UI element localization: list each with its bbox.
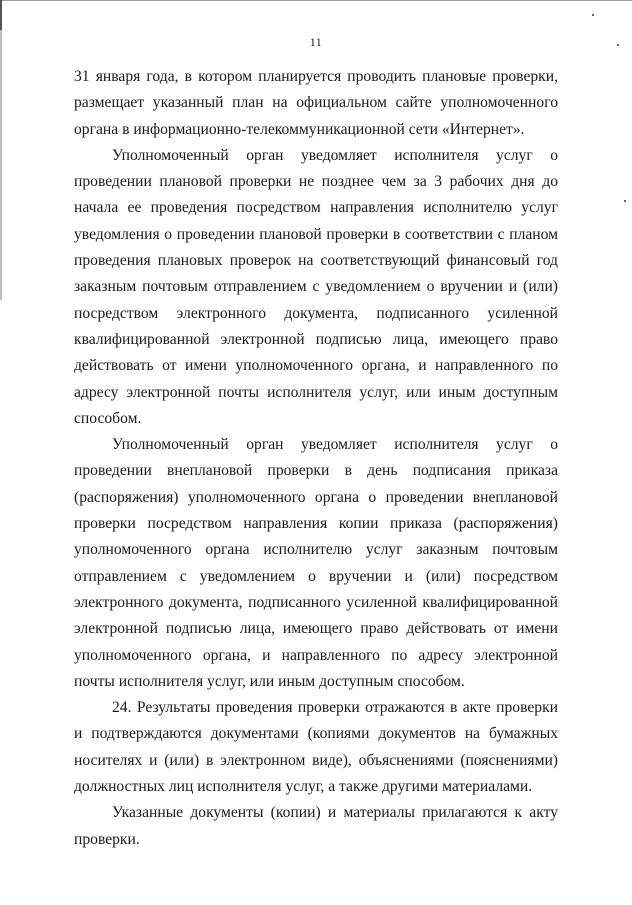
paragraph-attached-documents: Указанные документы (копии) и материалы прилагаются к акту проверки. [74,804,558,848]
paragraph-item-24-inspection-results: 24. Результаты проведения проверки отражаются в акте проверки и подтверждаются документами (копиями документов на бумажных носителях и (или) в электронном виде), объяснениями (пояснениями) должностных лиц исполнителя услуг, а также другими материалами. [74,699,558,796]
document-body [74,64,558,853]
scan-speck [592,14,594,16]
paragraph-unscheduled-inspection-notice: Уполномоченный орган уведомляет исполнителя услуг о проведении внеплановой проверки в день подписания приказа (распоряжения) уполномоченного органа о проведении внеплановой проверки посредством направления копии приказа (распоряжения) уполномоченного органа исполнителю услуг заказным почтовым отправлением с уведомлением о вручении и (или) посредством электронного документа, подписанного усиленной квалифицированной электронной подписью лица, имеющего право действовать от имени уполномоченного органа, и направленного по адресу электронной почты исполнителя услуг, или иным доступным способом. [74,436,558,690]
paragraph-scheduled-inspection-notice: Уполномоченный орган уведомляет исполнителя услуг о проведении плановой проверки не позднее чем за 3 рабочих дня до начала ее проведения посредством направления исполнителю услуг уведомления о проведении плановой проверки в соответствии с планом проведения плановых проверок на соответствующий финансовый год заказным почтовым отправлением с уведомлением о вручении и (или) посредством электронного документа, подписанного усиленной квалифицированной электронной подписью лица, имеющего право действовать от имени уполномоченного органа, и направленного по адресу электронной почты исполнителя услуг, или иным доступным способом. [74,146,558,427]
paragraph-plan-publication: 31 января года, в котором планируется проводить плановые проверки, размещает указанный план на официальном сайте уполномоченного органа в информационно-телекоммуникационной сети «Интернет». [74,68,558,138]
scan-edge-top [0,0,632,1]
scan-speck [624,200,626,202]
page-number: 11 [309,35,323,49]
